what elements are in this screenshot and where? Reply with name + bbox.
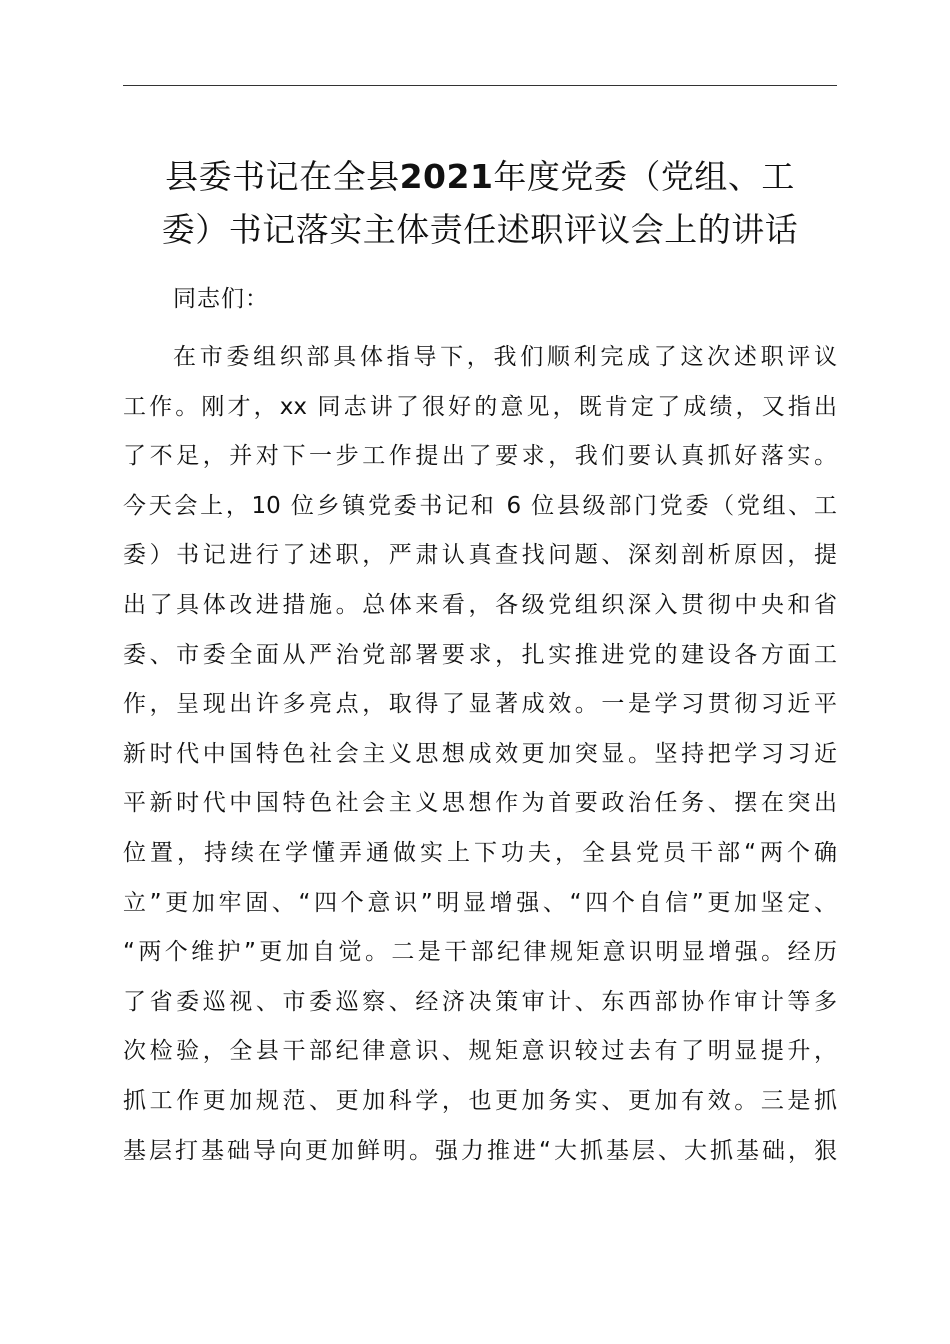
body-paragraph [123,333,837,1176]
body-line: 平新时代中国特色社会主义思想作为首要政治任务、摆在突出 [123,790,837,817]
body-line: 了不足，并对下一步工作提出了要求，我们要认真抓好落实。 [123,443,837,470]
body-line: 立”更加牢固、“四个意识”明显增强、“四个自信”更加坚定、 [123,889,837,916]
header-rule [123,85,837,86]
title-year: 2021 [399,157,494,196]
body-line: 今天会上，10 位乡镇党委书记和 6 位县级部门党委（党组、工 [123,492,837,519]
body-line: 出了具体改进措施。总体来看，各级党组织深入贯彻中央和省 [123,591,837,618]
body-line: 了省委巡视、市委巡察、经济决策审计、东西部协作审计等多 [123,988,837,1015]
body-line: 基层打基础导向更加鲜明。强力推进“大抓基层、大抓基础，狠 [123,1137,837,1164]
title-prefix: 县委书记在全县 [165,157,400,196]
body-line: 新时代中国特色社会主义思想成效更加突显。坚持把学习习近 [123,740,837,767]
body-line: 位置，持续在学懂弄通做实上下功夫，全县党员干部“两个确 [123,839,837,866]
body-line: “两个维护”更加自觉。二是干部纪律规矩意识明显增强。经历 [123,939,837,966]
title-suffix: 年度党委（党组、工 [493,157,795,196]
body-line: 抓工作更加规范、更加科学，也更加务实、更加有效。三是抓 [123,1087,837,1114]
title-line-2: 委）书记落实主体责任述职评议会上的讲话 [161,210,799,249]
body-line: 次检验，全县干部纪律意识、规矩意识较过去有了明显提升， [123,1038,837,1065]
body-line: 作，呈现出许多亮点，取得了显著成效。一是学习贯彻习近平 [123,691,837,718]
body-line: 委、市委全面从严治党部署要求，扎实推进党的建设各方面工 [123,641,837,668]
salutation: 同志们： [173,286,269,312]
body-line: 工作。刚才，xx 同志讲了很好的意见，既肯定了成绩，又指出 [123,393,837,420]
document-title [123,150,837,256]
body-line: 在市委组织部具体指导下，我们顺利完成了这次述职评议 [173,344,837,370]
body-line: 委）书记进行了述职，严肃认真查找问题、深刻剖析原因，提 [123,542,837,569]
